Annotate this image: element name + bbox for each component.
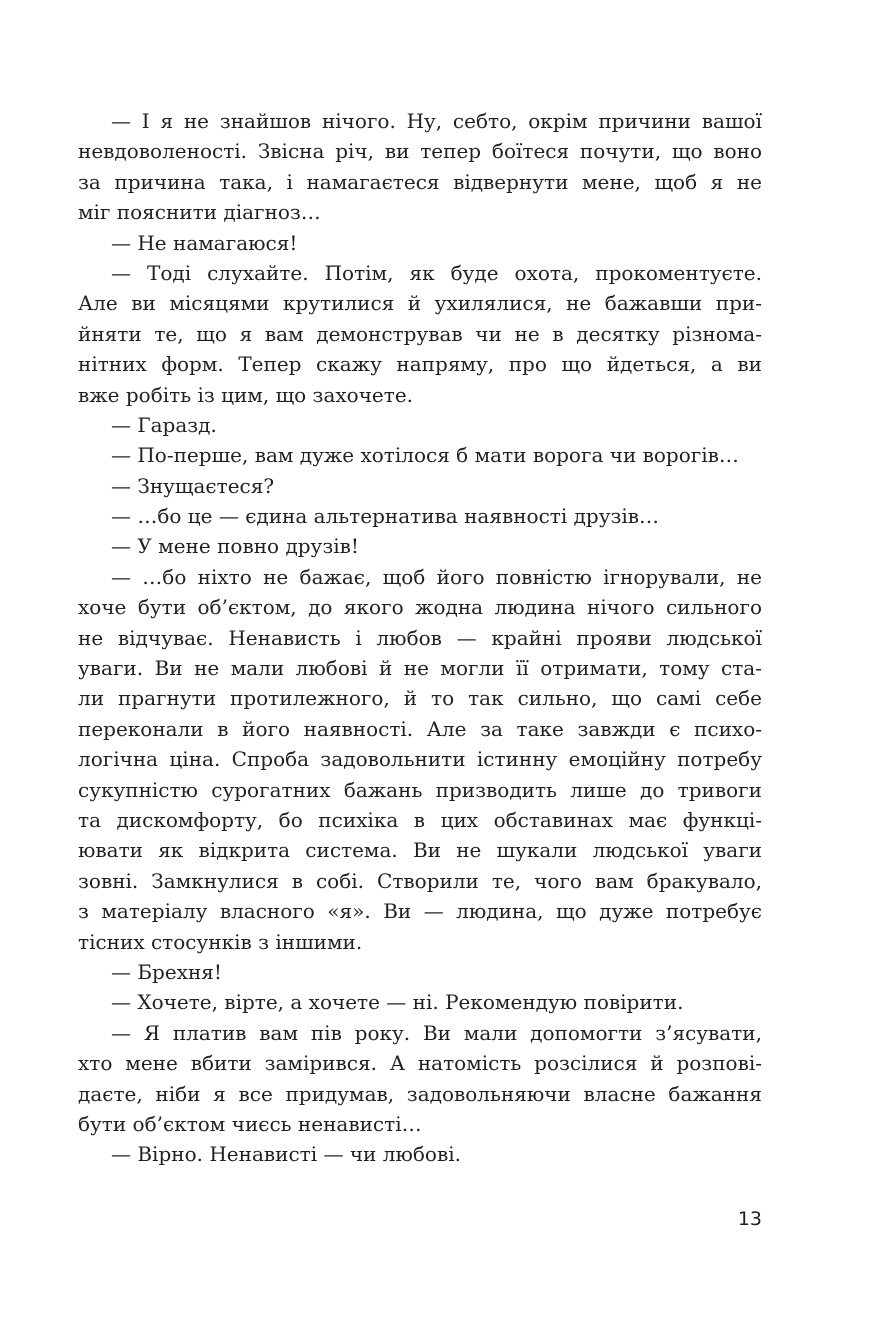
text-line: за причина така, і намагаєтеся відвернути мене, щоб я не xyxy=(78,169,762,194)
text-line: тісних стосунків з іншими. xyxy=(78,929,363,954)
text-line: — По-перше, вам дуже хотілося б мати ворога чи ворогів… xyxy=(111,443,739,468)
text-line: йняти те, що я вам демонстрував чи не в десятку різнома- xyxy=(78,321,762,346)
text-line: — Брехня! xyxy=(111,959,222,984)
text-line: хоче бути об’єктом, до якого жодна людина нічого сильного xyxy=(78,595,762,620)
text-line: нітних форм. Тепер скажу напряму, про що йдеться, а ви xyxy=(78,352,762,377)
text-line: вже робіть із цим, що захочете. xyxy=(78,382,414,407)
text-line: — …бо це — єдина альтернатива наявності друзів… xyxy=(111,504,660,529)
text-line: — …бо ніхто не бажає, щоб його повністю ігнорували, не xyxy=(111,564,762,589)
text-line: міг пояснити діагноз… xyxy=(78,200,321,225)
text-line: — Тоді слухайте. Потім, як буде охота, прокоментуєте. xyxy=(111,260,762,285)
text-line: зовні. Замкнулися в собі. Створили те, чого вам бракувало, xyxy=(78,868,762,893)
text-line: ли прагнути протилежного, й то так сильно, що самі себе xyxy=(78,686,762,711)
text-line: хто мене вбити замірився. А натомість розсілися й розпові- xyxy=(78,1051,762,1076)
page-number: 13 xyxy=(737,1208,762,1230)
text-line: даєте, ніби я все придумав, задовольняючи власне бажання xyxy=(78,1081,762,1106)
text-line: сукупністю сурогатних бажань призводить лише до тривоги xyxy=(78,777,762,802)
text-line: — І я не знайшов нічого. Ну, себто, окрім причини вашої xyxy=(111,109,762,133)
text-line: — Вірно. Ненависті — чи любові. xyxy=(111,1142,461,1167)
text-line: ювати як відкрита система. Ви не шукали людської уваги xyxy=(78,838,762,863)
text-line: логічна ціна. Спроба задовольнити істинну емоційну потребу xyxy=(78,747,762,772)
text-line: переконали в його наявності. Але за таке завжди є психо- xyxy=(78,716,762,741)
text-line: невдоволеності. Звісна річ, ви тепер боїтеся почути, що воно xyxy=(78,139,762,164)
text-line: — Знущаєтеся? xyxy=(111,473,275,498)
text-line: — Я платив вам пів року. Ви мали допомогти з’ясувати, xyxy=(111,1020,762,1045)
text-line: — У мене повно друзів! xyxy=(111,534,359,559)
text-line: — Хочете, вірте, а хочете — ні. Рекомендую повірити. xyxy=(111,990,684,1015)
text-line: бути об’єктом чиєсь ненависті… xyxy=(78,1111,422,1136)
text-line: уваги. Ви не мали любові й не могли її отримати, тому ста- xyxy=(78,656,762,681)
text-line: та дискомфорту, бо психіка в цих обставинах має функці- xyxy=(78,807,762,832)
text-line: Але ви місяцями крутилися й ухилялися, не бажавши при- xyxy=(78,291,762,316)
text-line: з матеріалу власного «я». Ви — людина, що дуже потребує xyxy=(78,899,762,924)
text-line: не відчуває. Ненависть і любов — крайні прояви людської xyxy=(78,625,762,650)
text-line: — Не намагаюся! xyxy=(111,230,298,255)
body-text xyxy=(78,106,762,1170)
text-line: — Гаразд. xyxy=(111,412,217,437)
